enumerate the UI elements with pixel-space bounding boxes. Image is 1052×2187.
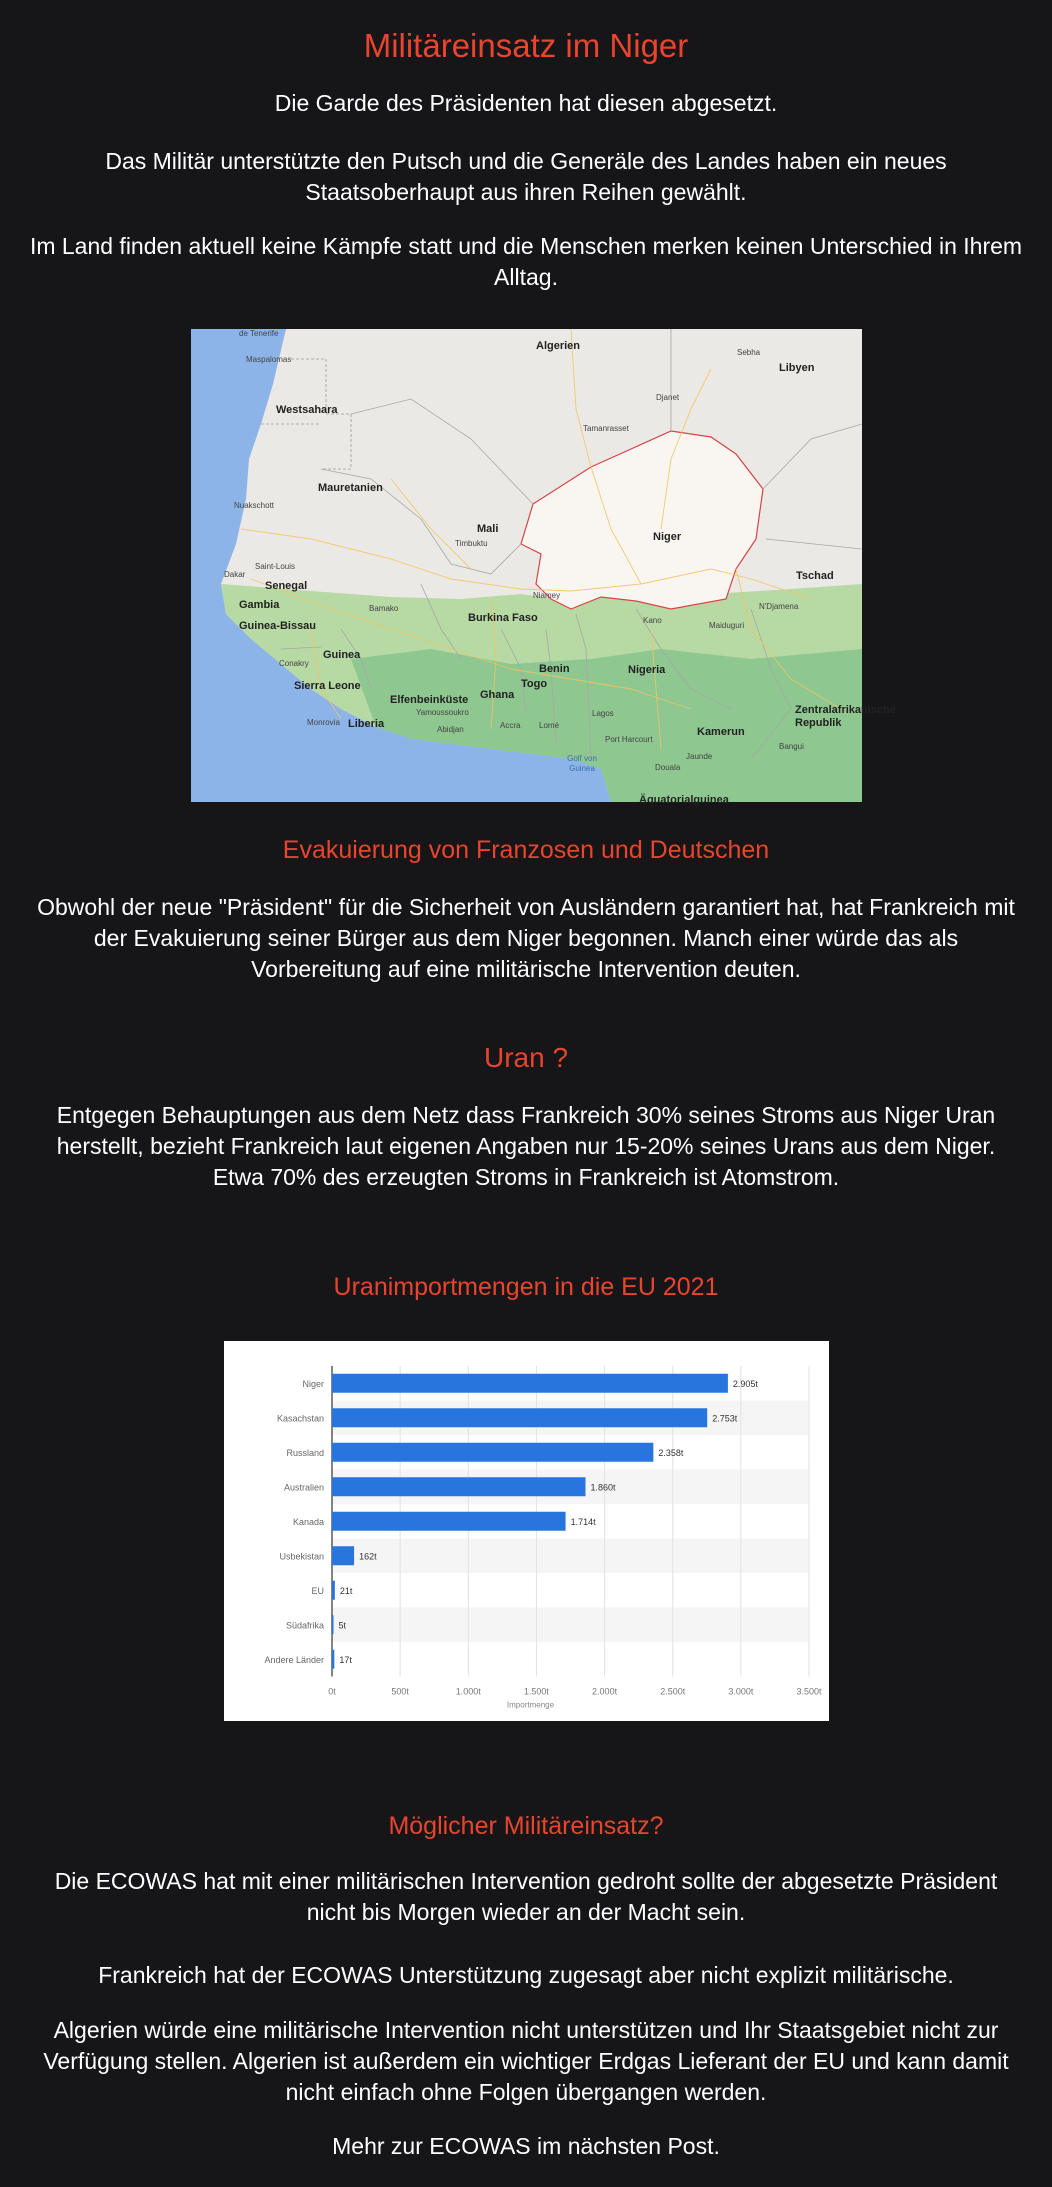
military-paragraph-3: Algerien würde eine militärische Intervention nicht unterstützen und Ihr Staatsgebiet nicht zur Verfügung stellen. Algerien ist außerdem ein wichtiger Erdgas Lieferant der EU und kann damit nicht einfach ohne Folgen übergangen werden. bbox=[43, 2017, 1009, 2105]
military-paragraph-4: Mehr zur ECOWAS im nächsten Post. bbox=[332, 2133, 720, 2159]
chart-x-tick-label: 1.000t bbox=[455, 1686, 481, 1697]
map-label-saint-louis: Saint-Louis bbox=[255, 562, 296, 571]
map-label-maspalomas: Maspalomas bbox=[246, 355, 292, 364]
chart-bar bbox=[332, 1650, 334, 1669]
map-label-golf-von-guinea: Golf von Guinea bbox=[567, 754, 597, 773]
map-label-abidjan: Abidjan bbox=[437, 725, 464, 734]
chart-value-label: 2.753t bbox=[712, 1413, 738, 1424]
military-heading: Möglicher Militäreinsatz? bbox=[388, 1812, 664, 1840]
chart-bar bbox=[332, 1408, 707, 1427]
chart-category-label: Australien bbox=[283, 1482, 324, 1493]
chart-category-label: Niger bbox=[302, 1378, 324, 1389]
chart-category-label: Kasachstan bbox=[276, 1413, 324, 1424]
chart-value-label: 2.358t bbox=[658, 1447, 684, 1458]
chart-x-tick-label: 3.000t bbox=[728, 1686, 754, 1697]
map-label-libyen: Libyen bbox=[779, 362, 815, 374]
chart-category-label: EU bbox=[311, 1585, 324, 1596]
map-label-guinea-bissau: Guinea-Bissau bbox=[239, 620, 317, 632]
map-label-djanet: Djanet bbox=[656, 393, 680, 402]
chart-x-tick-label: 1.500t bbox=[523, 1686, 549, 1697]
map-label-burkina-faso: Burkina Faso bbox=[468, 612, 538, 624]
map-label-guinea: Guinea bbox=[323, 649, 361, 661]
intro-paragraph-3: Im Land finden aktuell keine Kämpfe statt und die Menschen merken keinen Unterschied in Ihrem Alltag. bbox=[29, 233, 1023, 290]
uranium-import-chart bbox=[224, 1341, 829, 1721]
chart-value-label: 1.714t bbox=[570, 1516, 596, 1527]
uran-heading: Uran ? bbox=[483, 1042, 569, 1073]
chart-value-label: 1.860t bbox=[590, 1482, 616, 1493]
chart-category-label: Russland bbox=[286, 1447, 324, 1458]
chart-x-tick-label: 2.000t bbox=[592, 1686, 618, 1697]
map-label-togo: Togo bbox=[521, 678, 548, 690]
map-label-benin: Benin bbox=[539, 663, 570, 675]
map-label-sebha: Sebha bbox=[737, 348, 761, 357]
map-label-nuakschott: Nuakschott bbox=[234, 501, 275, 510]
page-title: Militäreinsatz im Niger bbox=[363, 27, 689, 64]
map-label-timbuktu: Timbuktu bbox=[455, 539, 488, 548]
map-label-yamoussoukro: Yamoussoukro bbox=[416, 708, 469, 717]
chart-category-label: Südafrika bbox=[285, 1620, 324, 1631]
chart-bar bbox=[332, 1477, 585, 1496]
map-label-mauretanien: Mauretanien bbox=[318, 482, 383, 494]
chart-value-label: 21t bbox=[339, 1585, 353, 1596]
map-label-tschad: Tschad bbox=[796, 570, 834, 582]
map-label-zentralafrika: Zentralafrikanische Republik bbox=[795, 704, 896, 729]
map-label-lagos: Lagos bbox=[592, 709, 614, 718]
map-label-gambia: Gambia bbox=[239, 599, 280, 611]
military-paragraph-1: Die ECOWAS hat mit einer militärischen Intervention gedroht sollte der abgesetzte Präsident nicht bis Morgen wieder an der Macht sein. bbox=[54, 1868, 998, 1925]
chart-row-band bbox=[332, 1539, 809, 1574]
map-label-bangui: Bangui bbox=[779, 742, 804, 751]
chart-category-label: Kanada bbox=[292, 1516, 324, 1527]
map-label-liberia: Liberia bbox=[348, 718, 385, 730]
chart-bar bbox=[332, 1615, 334, 1634]
map-label-lome: Lomé bbox=[539, 721, 560, 730]
map-label-kano: Kano bbox=[643, 616, 662, 625]
map-label-mali: Mali bbox=[477, 523, 499, 535]
map-label-nigeria: Nigeria bbox=[628, 664, 666, 676]
chart-x-tick-label: 2.500t bbox=[660, 1686, 686, 1697]
chart-category-label: Andere Länder bbox=[264, 1654, 324, 1665]
chart-value-label: 5t bbox=[338, 1620, 347, 1631]
chart-bar bbox=[332, 1443, 653, 1462]
intro-paragraph-1: Die Garde des Präsidenten hat diesen abgesetzt. bbox=[274, 90, 778, 116]
niger-region-map bbox=[191, 329, 896, 806]
map-label-niger: Niger bbox=[653, 531, 682, 543]
map-label-elfenbeinkueste: Elfenbeinküste bbox=[390, 694, 469, 706]
map-label-bamako: Bamako bbox=[369, 604, 399, 613]
map-label-westsahara: Westsahara bbox=[276, 404, 338, 416]
map-label-tenerife: de Tenerife bbox=[239, 329, 279, 338]
map-label-accra: Accra bbox=[500, 721, 521, 730]
chart-x-tick-label: 500t bbox=[391, 1686, 409, 1697]
chart-value-label: 2.905t bbox=[732, 1378, 758, 1389]
evacuation-text: Obwohl der neue "Präsident" für die Sicherheit von Ausländern garantiert hat, hat Frankreich mit der Evakuierung seiner Bürger aus dem Niger begonnen. Manch einer würde das als Vorbereitung auf eine militärische Intervention deuten. bbox=[37, 894, 1015, 982]
map-label-monrovia: Monrovia bbox=[307, 718, 340, 727]
chart-value-label: 162t bbox=[359, 1551, 377, 1562]
chart-svg bbox=[224, 1341, 829, 1721]
evacuation-heading: Evakuierung von Franzosen und Deutschen bbox=[282, 836, 770, 864]
map-label-douala: Douala bbox=[655, 763, 681, 772]
chart-row-band bbox=[332, 1608, 809, 1643]
chart-bar bbox=[332, 1512, 566, 1531]
chart-bar bbox=[332, 1581, 335, 1600]
chart-x-axis-label: Importmenge bbox=[506, 1700, 555, 1710]
military-paragraph-2: Frankreich hat der ECOWAS Unterstützung zugesagt aber nicht explizit militärische. bbox=[98, 1962, 954, 1988]
chart-heading: Uranimportmengen in die EU 2021 bbox=[333, 1273, 719, 1301]
map-label-ghana: Ghana bbox=[480, 689, 515, 701]
map-label-conakry: Conakry bbox=[279, 659, 309, 668]
map-label-niamey: Niamey bbox=[533, 591, 561, 600]
map-label-sierra-leone: Sierra Leone bbox=[294, 680, 361, 692]
chart-bar bbox=[332, 1546, 354, 1565]
map-label-maiduguri: Maiduguri bbox=[709, 621, 745, 630]
map-label-port-harcourt: Port Harcourt bbox=[605, 735, 653, 744]
chart-bar bbox=[332, 1374, 728, 1393]
map-label-senegal: Senegal bbox=[265, 580, 308, 592]
intro-paragraph-2: Das Militär unterstützte den Putsch und die Generäle des Landes haben ein neues Staatsoberhaupt aus ihren Reihen gewählt. bbox=[105, 148, 947, 205]
chart-x-tick-label: 3.500t bbox=[796, 1686, 822, 1697]
map-label-algerien: Algerien bbox=[536, 340, 581, 352]
map-label-ndjamena: N'Djamena bbox=[759, 602, 799, 611]
map-label-jaunde: Jaunde bbox=[686, 752, 713, 761]
map-label-aequatorialguinea: Äquatorialguinea bbox=[639, 794, 729, 806]
uran-text: Entgegen Behauptungen aus dem Netz dass Frankreich 30% seines Stroms aus Niger Uran herstellt, bezieht Frankreich laut eigenen Angaben nur 15-20% seines Urans aus dem Niger. Etwa 70% des erzeugten Stroms in Frankreich ist Atomstrom. bbox=[56, 1102, 996, 1190]
map-label-tamanrasset: Tamanrasset bbox=[583, 424, 629, 433]
chart-category-label: Usbekistan bbox=[279, 1551, 324, 1562]
chart-value-label: 17t bbox=[339, 1654, 352, 1665]
map-label-kamerun: Kamerun bbox=[697, 726, 745, 738]
chart-x-tick-label: 0t bbox=[328, 1686, 336, 1697]
map-label-dakar: Dakar bbox=[224, 570, 246, 579]
